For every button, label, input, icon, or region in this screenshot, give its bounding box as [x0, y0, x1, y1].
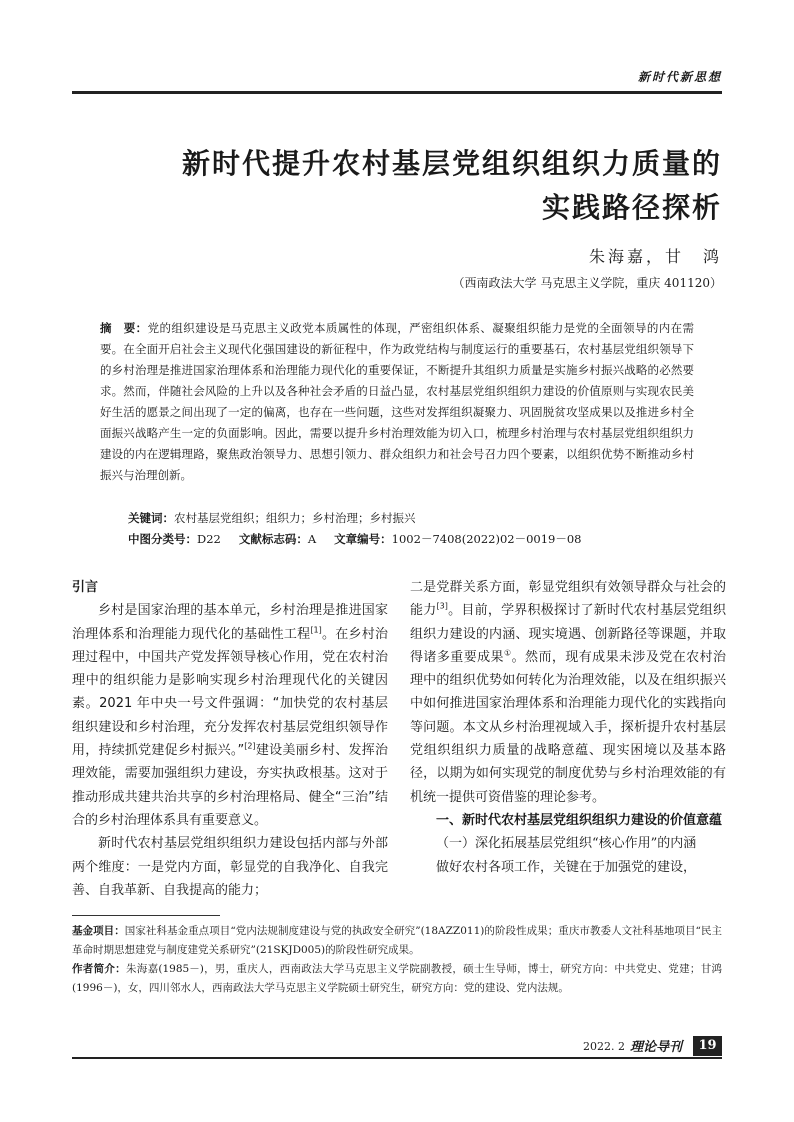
intro-paragraph-2-continued — [410, 576, 726, 809]
funding-label: 基金项目： — [72, 925, 125, 937]
keywords-label: 关键词： — [128, 511, 174, 525]
keywords-text: 农村基层党组织；组织力；乡村治理；乡村振兴 — [174, 511, 416, 525]
abstract — [100, 318, 694, 486]
footnote-ref-1: ① — [503, 648, 512, 658]
article-meta — [128, 531, 581, 547]
article-title-line2: 实践路径探析 — [541, 191, 722, 224]
footer-rule — [72, 1057, 722, 1059]
intro-heading: 引言 — [72, 580, 99, 595]
abstract-text: 党的组织建设是马克思主义政党本质属性的体现，严密组织体系、凝聚组织能力是党的全面领导的内在需要。在全面开启社会主义现代化强国建设的新征程中，作为政党结构与制度运行的重要基石，农村基层党组织领导下的乡村治理是推进国家治理体系和治理能力现代化的重要保证，不断提升其组织力质量是实施乡村振兴战略的必然要求。然而，伴随社会风险的上升以及各种社会矛盾的日益凸显，农村基层党组织组织力建设的价值原则与实现农民美好生活的愿景之间出现了一定的偏离，也存在一些问题，这些对发挥组织凝聚力、巩固脱贫攻坚成果以及推进乡村全面振兴战略产生一定的负面影响。因此，需要以提升乡村治理效能为切入口，梳理乡村治理与农村基层党组织组织力建设的内在逻辑理路，聚焦政治领导力、思想引领力、群众组织力和社会号召力四个要素，以组织优势不断推动乡村振兴与治理创新。 — [100, 321, 695, 482]
author-bio-text: 朱海嘉(1985－)，男，重庆人，西南政法大学马克思主义学院副教授，硕士生导师，博士，研究方向：中共党史、党建；甘鸿(1996－)，女，四川邻水人，西南政法大学马克思主义学院硕士研究生，研究方向：党的建设、党内法规。 — [72, 963, 722, 994]
page-number: 19 — [693, 1036, 722, 1056]
citation-1: [1] — [310, 625, 322, 635]
paragraph-text: 。然而，现有成果未涉及党在农村治理中的组织优势如何转化为治理效能，以及在组织振兴中如何推进国家治理体系和治理能力现代化的实践指向等问题。本文从乡村治理视域入手，探析提升农村基层党组织组织力质量的战略意蕴、现实困境以及基本路径，以期为如何实现党的制度优势与乡村治理效能的有机统一提供可资借鉴的理论参考。 — [410, 649, 726, 805]
doc-code-label: 文献标志码： — [238, 532, 308, 546]
paragraph-text: 乡村是国家治理的基本单元，乡村治理是推进国家治理体系和治理能力现代化的基础性工程 — [72, 603, 388, 642]
authors: 朱海嘉，甘 鸿 — [588, 247, 722, 266]
subsection-1-heading: （一）深化拓展基层党组织“核心作用”的内涵 — [436, 836, 697, 852]
header-rule — [72, 91, 722, 94]
citation-3: [3] — [436, 601, 448, 611]
journal-name: 理论导刊 — [630, 1040, 683, 1055]
paragraph-text: 二是党群关系方面，彰显党组织有效领导群众与社会的能力 — [410, 580, 726, 619]
doc-code-value: A — [307, 532, 317, 546]
journal-section-label: 新时代新思想 — [637, 70, 722, 84]
paragraph-text: 。在乡村治理过程中，中国共产党发挥领导核心作用，党在农村治理中的组织能力是影响实现乡村治理现代化的关键因素。2021 年中央一号文件强调：“加快党的农村基层组织建设和乡村治理，充分发挥农村基层党组织领导作用，持续抓党建促乡村振兴。” — [72, 626, 388, 759]
keywords — [128, 510, 416, 526]
clc-value: D22 — [197, 532, 221, 546]
author-bio-label: 作者简介： — [72, 963, 126, 975]
funding-footnote — [72, 922, 722, 960]
issue-number: 2022. 2 — [583, 1040, 625, 1053]
article-number-value: 1002－7408(2022)02－0019－08 — [391, 532, 582, 546]
section-1-heading: 一、新时代农村基层党组织组织力建设的价值意蕴 — [436, 812, 723, 828]
body-column-left — [72, 576, 388, 902]
section-1-paragraph: 做好农村各项工作，关键在于加强党的建设， — [436, 859, 697, 875]
intro-paragraph-1 — [72, 599, 388, 832]
clc-label: 中图分类号： — [128, 532, 197, 546]
paragraph-text: 建设美丽乡村、发挥治理效能，需要加强组织力建设，夯实执政根基。这对于推动形成共建共治共享的乡村治理格局、健全“三治”结合的乡村治理体系具有重要意义。 — [72, 743, 388, 828]
author-bio-footnote — [72, 960, 722, 998]
article-number-label: 文章编号： — [334, 532, 392, 546]
intro-paragraph-2: 新时代农村基层党组织组织力建设包括内部与外部两个维度：一是党内方面，彰显党的自我净化、自我完善、自我革新、自我提高的能力； — [72, 836, 388, 898]
footnote-rule — [72, 915, 220, 916]
affiliation: （西南政法大学 马克思主义学院，重庆 401120） — [452, 276, 722, 290]
funding-text: 国家社科基金重点项目“党内法规制度建设与党的执政安全研究”(18AZZ011)的阶段性成果；重庆市教委人文社科基地项目“民主革命时期思想建党与制度建党关系研究”(21SKJD005)的阶段性研究成果。 — [72, 925, 722, 956]
citation-2: [2] — [244, 741, 256, 751]
body-column-right — [410, 576, 726, 879]
paragraph-text: 。目前，学界积极探讨了新时代农村基层党组织组织力建设的内涵、现实境遇、创新路径等课题，并取得诸多重要成果 — [410, 603, 726, 665]
article-title-line1: 新时代提升农村基层党组织组织力质量的 — [181, 147, 722, 180]
abstract-label: 摘 要： — [100, 321, 148, 335]
